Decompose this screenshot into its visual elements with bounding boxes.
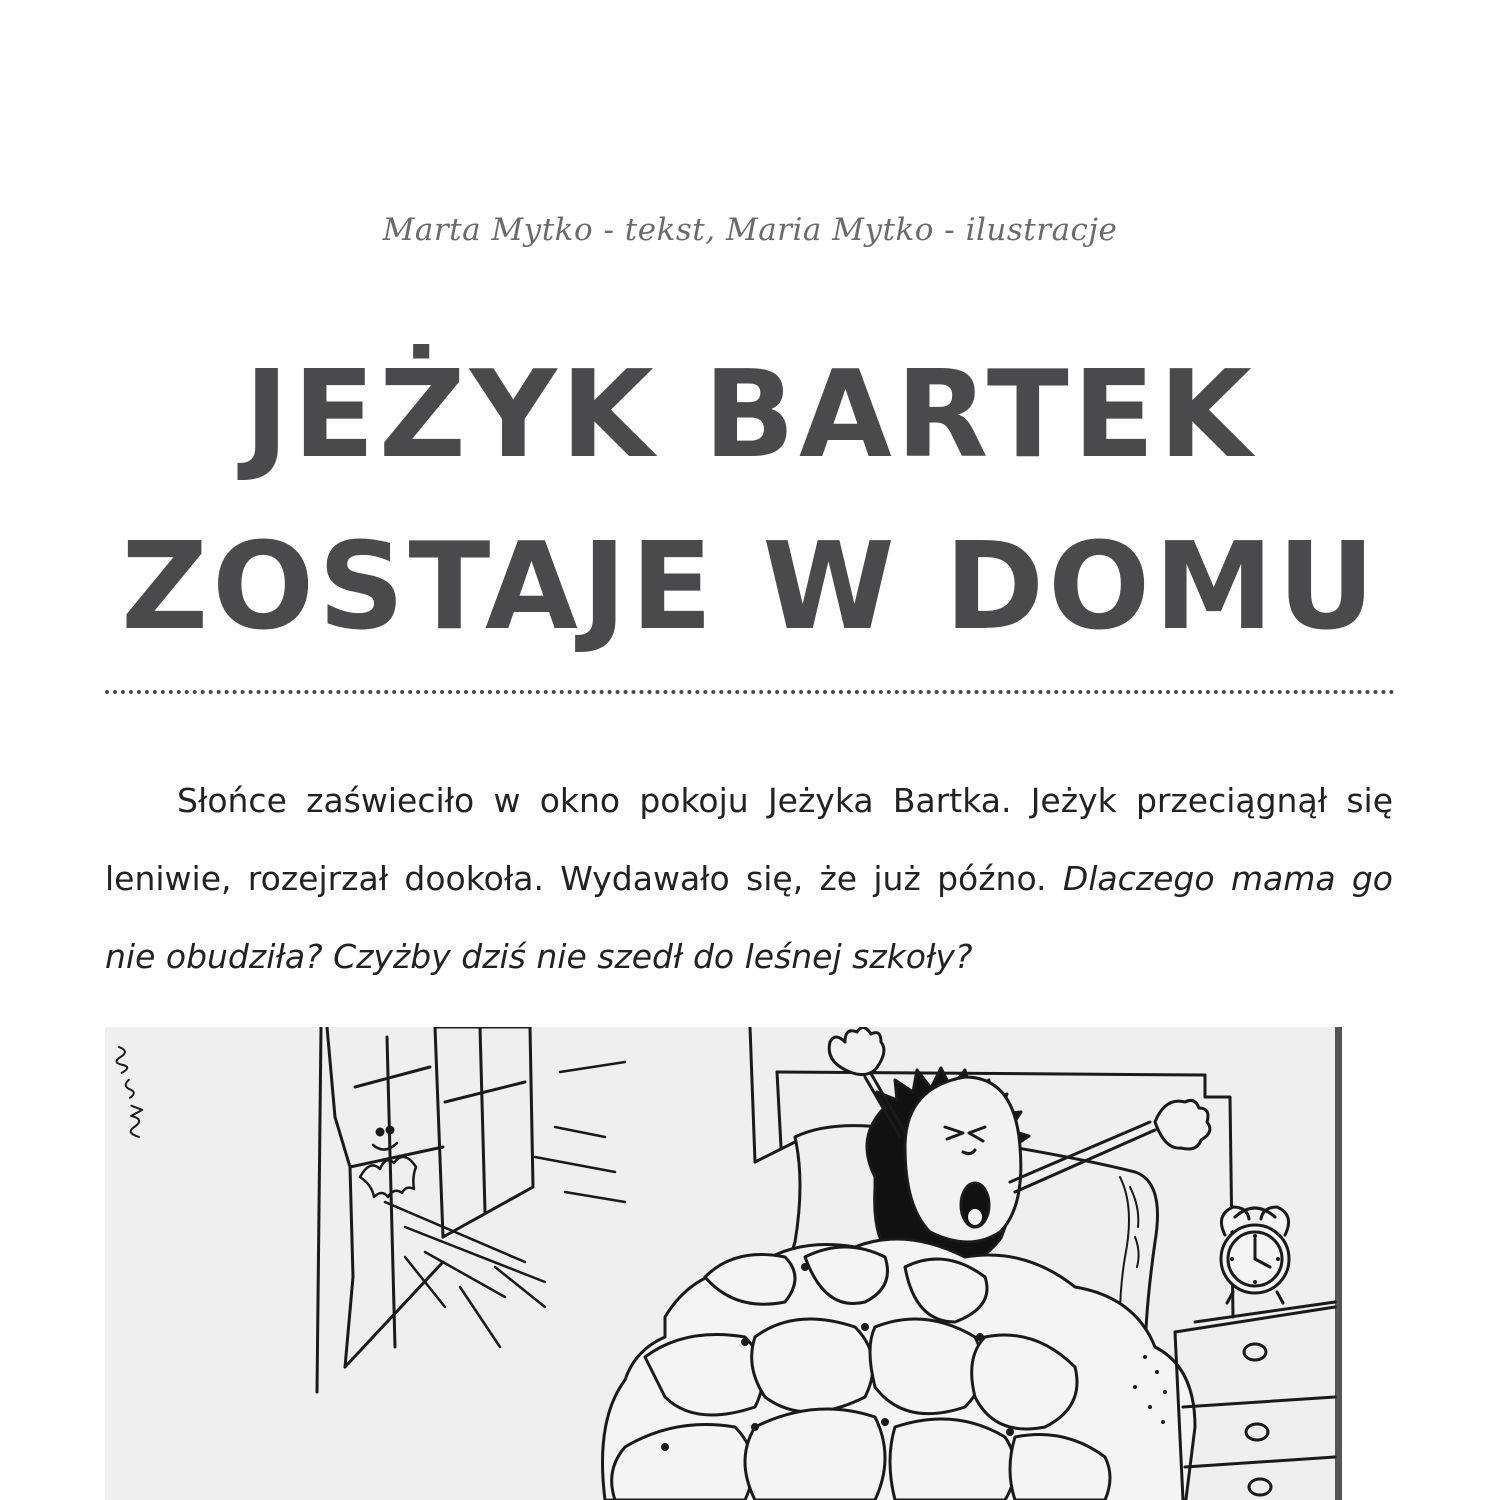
story-title-line-2: ZOSTAJE W DOMU bbox=[121, 518, 1379, 657]
author-byline: Marta Mytko - tekst, Maria Mytko - ilustracje bbox=[382, 212, 1118, 248]
story-paragraph bbox=[105, 762, 1393, 996]
dotted-divider bbox=[105, 690, 1395, 694]
story-title bbox=[0, 330, 1500, 674]
hedgehog-in-bed-illustration bbox=[105, 1027, 1342, 1500]
paragraph-italic-text: Dlaczego mama go nie obudziła? Czyżby dziś nie szedł do leśnej szkoły? bbox=[105, 859, 1393, 976]
paragraph-text: Słońce zaświeciło w okno pokoju Jeżyka Bartka. Jeżyk przeciągnął się leniwie, rozejrzał dookoła. Wydawało się, że już późno. bbox=[105, 781, 1393, 898]
story-title-line-1: JEŻYK BARTEK bbox=[244, 346, 1256, 485]
